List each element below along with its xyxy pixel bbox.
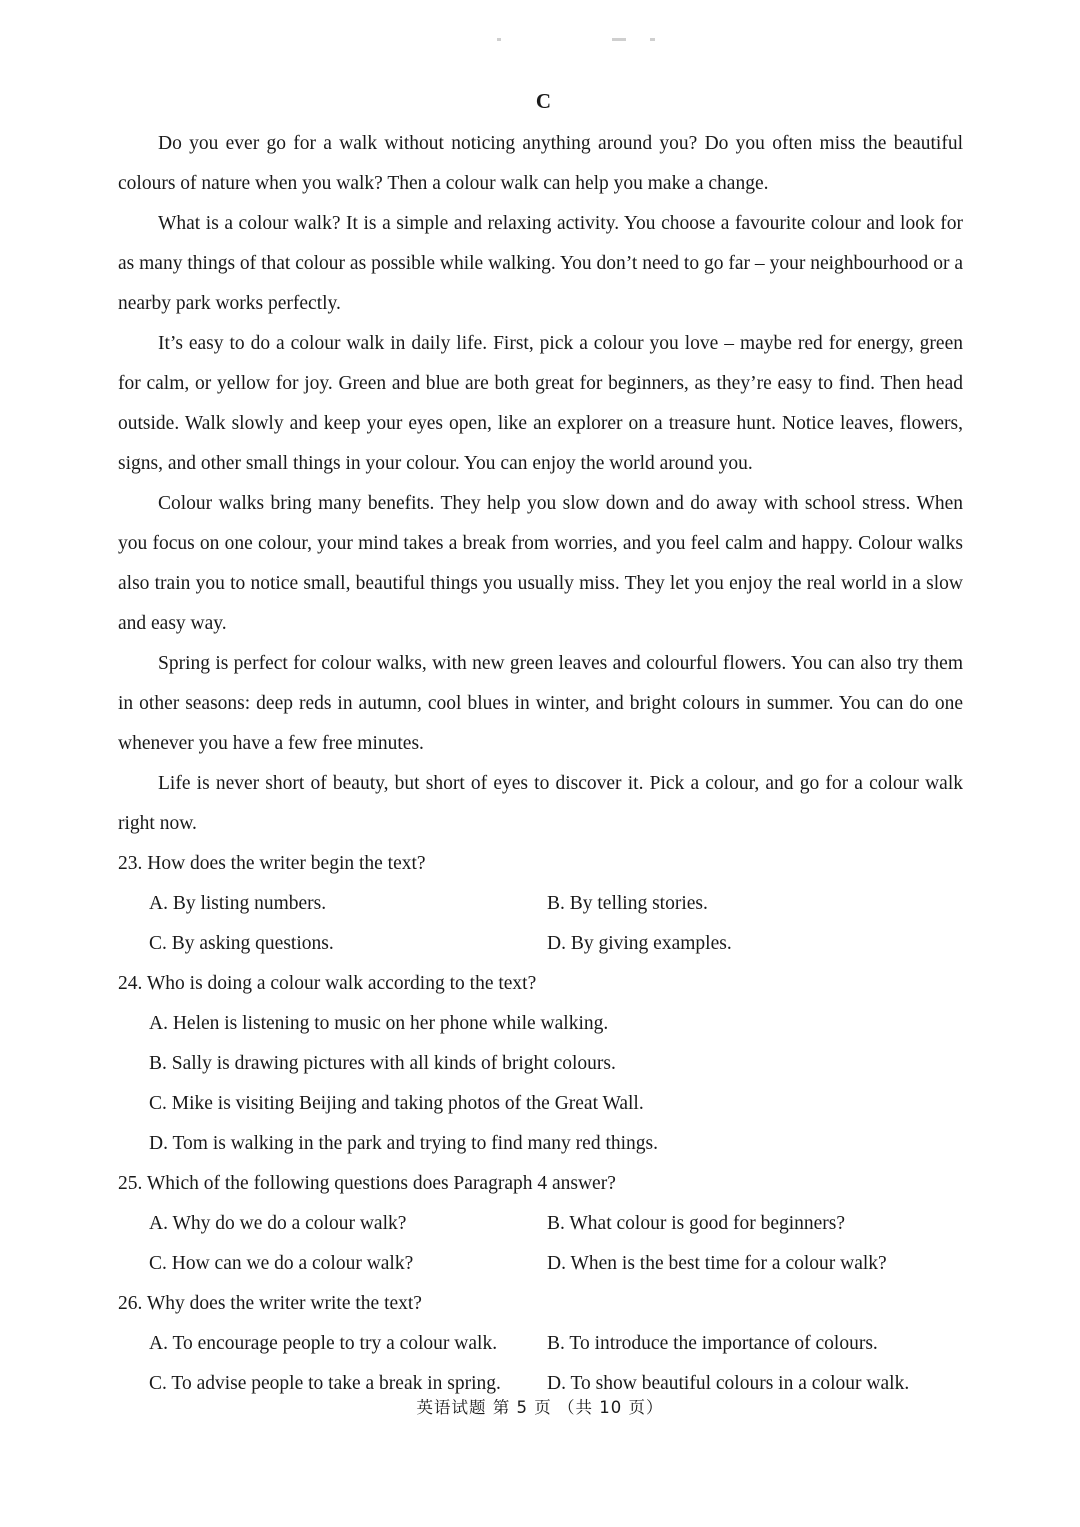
question-26 [118, 1284, 963, 1404]
option-b[interactable]: B. Sally is drawing pictures with all kinds of bright colours. [149, 1053, 616, 1074]
option-c[interactable]: C. How can we do a colour walk? [149, 1253, 414, 1274]
paragraph-6: Life is never short of beauty, but short of eyes to discover it. Pick a colour, and go for a colour walk right now. [118, 773, 963, 834]
section-title: C [535, 89, 552, 113]
question-24 [118, 964, 963, 1164]
option-a[interactable]: A. By listing numbers. [149, 893, 327, 914]
option-group [118, 1324, 963, 1404]
option-c[interactable]: C. By asking questions. [149, 933, 334, 954]
question-stem: 26. Why does the writer write the text? [118, 1293, 422, 1314]
option-group [118, 1204, 963, 1284]
option-group [118, 884, 963, 964]
exam-page [118, 86, 963, 1404]
option-b[interactable]: B. To introduce the importance of colours. [547, 1333, 878, 1354]
option-d[interactable]: D. When is the best time for a colour walk? [547, 1253, 887, 1274]
question-stem: 24. Who is doing a colour walk according to the text? [118, 973, 537, 994]
option-d[interactable]: D. To show beautiful colours in a colour walk. [547, 1373, 910, 1394]
paragraph-5: Spring is perfect for colour walks, with new green leaves and colourful flowers. You can also try them in other seasons: deep reds in autumn, cool blues in winter, and bright colours in summer. You can do one whenever you have a few free minutes. [118, 653, 963, 754]
paragraph-1: Do you ever go for a walk without noticing anything around you? Do you often miss the beautiful colours of nature when you walk? Then a colour walk can help you make a change. [118, 133, 963, 194]
paragraph-2: What is a colour walk? It is a simple and relaxing activity. You choose a favourite colour and look for as many things of that colour as possible while walking. You don’t need to go far – your neighbourhood or a nearby park works perfectly. [118, 213, 963, 314]
option-a[interactable]: A. To encourage people to try a colour walk. [149, 1333, 498, 1354]
paragraph-4: Colour walks bring many benefits. They help you slow down and do away with school stress. When you focus on one colour, your mind takes a break from worries, and you feel calm and happy. Colour walks also train you to notice small, beautiful things you usually miss. They let you enjoy the real world in a slow and easy way. [118, 493, 963, 634]
scan-mark [497, 38, 501, 41]
option-d[interactable]: D. Tom is walking in the park and trying to find many red things. [149, 1133, 658, 1154]
paragraph-3: It’s easy to do a colour walk in daily life. First, pick a colour you love – maybe red for energy, green for calm, or yellow for joy. Green and blue are both great for beginners, as they’re easy to find. Then head outside. Walk slowly and keep your eyes open, like an explorer on a treasure hunt. Notice leaves, flowers, signs, and other small things in your colour. You can enjoy the world around you. [118, 333, 963, 474]
scan-mark [650, 38, 655, 41]
page-footer: 英语试题 第 5 页 （共 10 页） [416, 1398, 664, 1417]
question-stem: 23. How does the writer begin the text? [118, 853, 426, 874]
question-25 [118, 1164, 963, 1284]
question-23 [118, 844, 963, 964]
option-b[interactable]: B. By telling stories. [547, 893, 708, 914]
option-c[interactable]: C. Mike is visiting Beijing and taking photos of the Great Wall. [149, 1093, 644, 1114]
option-group [118, 1004, 963, 1164]
option-d[interactable]: D. By giving examples. [547, 933, 732, 954]
option-b[interactable]: B. What colour is good for beginners? [547, 1213, 846, 1234]
option-a[interactable]: A. Why do we do a colour walk? [149, 1213, 407, 1234]
option-a[interactable]: A. Helen is listening to music on her phone while walking. [149, 1013, 609, 1034]
reading-passage [118, 124, 963, 844]
scan-mark [612, 38, 626, 41]
question-list [118, 844, 963, 1404]
option-c[interactable]: C. To advise people to take a break in spring. [149, 1373, 501, 1394]
question-stem: 25. Which of the following questions does Paragraph 4 answer? [118, 1173, 616, 1194]
